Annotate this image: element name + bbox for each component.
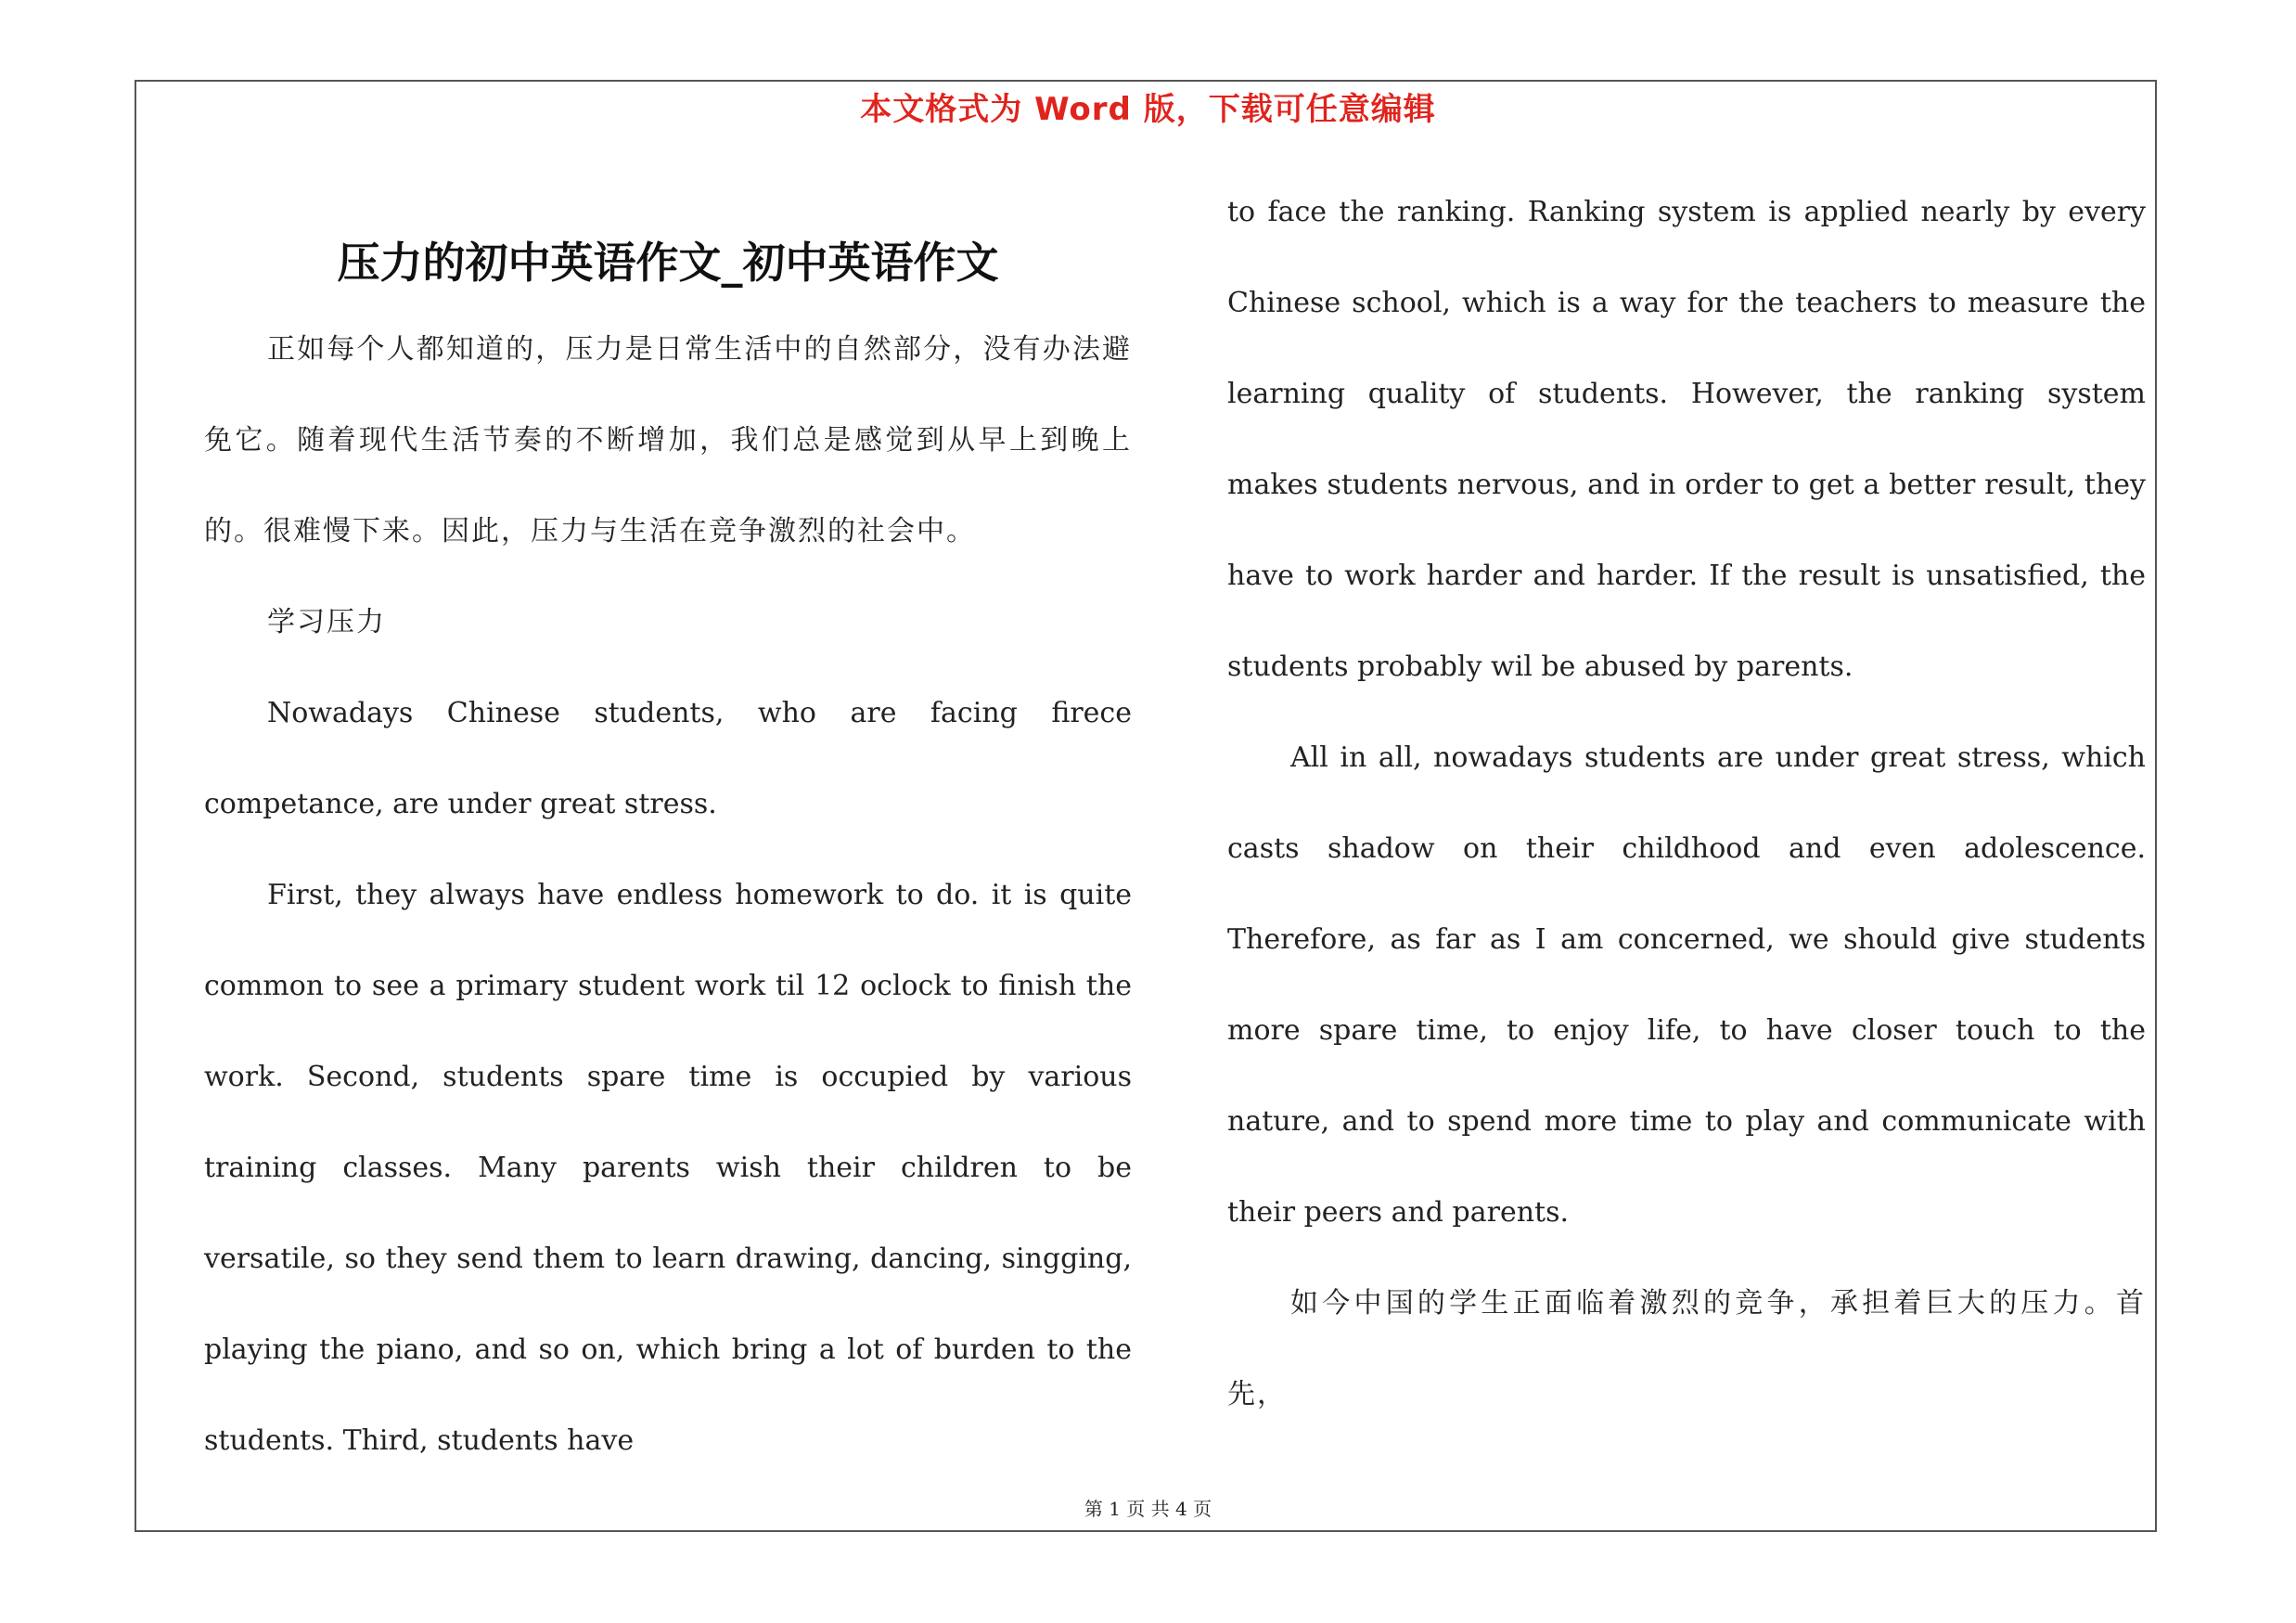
paragraph-nowadays: Nowadays Chinese students, who are facing firece competance, are under great stress.	[204, 697, 1132, 820]
paragraph-all-in-all: All in all, nowadays students are under great stress, which casts shadow on their childhood and even adolescence. Therefore, as far as I am concerned, we should give students more spare time, to enjoy life, to have closer touch to the nature, and to spend more time to play and communicate with their peers and parents.	[1227, 741, 2146, 1229]
document-title: 压力的初中英语作文_初中英语作文	[337, 237, 999, 288]
paragraph-intro-zh: 正如每个人都知道的，压力是日常生活中的自然部分，没有办法避免它。随着现代生活节奏的不断增加，我们总是感觉到从早上到晚上的。很难慢下来。因此，压力与生活在竞争激烈的社会中。	[204, 333, 1132, 547]
paragraph-translation-zh: 如今中国的学生正面临着激烈的竞争，承担着巨大的压力。首先，	[1227, 1287, 2146, 1410]
word-format-banner: 本文格式为 Word 版，下载可任意编辑	[860, 91, 1436, 128]
left-column	[204, 304, 1132, 1487]
right-column	[1227, 167, 2146, 1440]
section-heading-study-pressure: 学习压力	[267, 606, 386, 638]
paragraph-first-second-third: First, they always have endless homework to do. it is quite common to see a primary student work til 12 oclock to finish the work. Second, students spare time is occupied by various training classes. Many parents wish their children to be versatile, so they send them to learn drawing, dancing, singging, playing the piano, and so on, which bring a lot of burden to the students. Third, students have	[204, 879, 1132, 1457]
page-number-footer: 第 1 页 共 4 页	[1084, 1498, 1212, 1520]
paragraph-ranking-continued: to face the ranking. Ranking system is applied nearly by every Chinese school, which is a way for the teachers to measure the learning quality of students. However, the ranking system makes students nervous, and in order to get a better result, they have to work harder and harder. If the result is unsatisfied, the students probably wil be abused by parents.	[1227, 196, 2146, 683]
